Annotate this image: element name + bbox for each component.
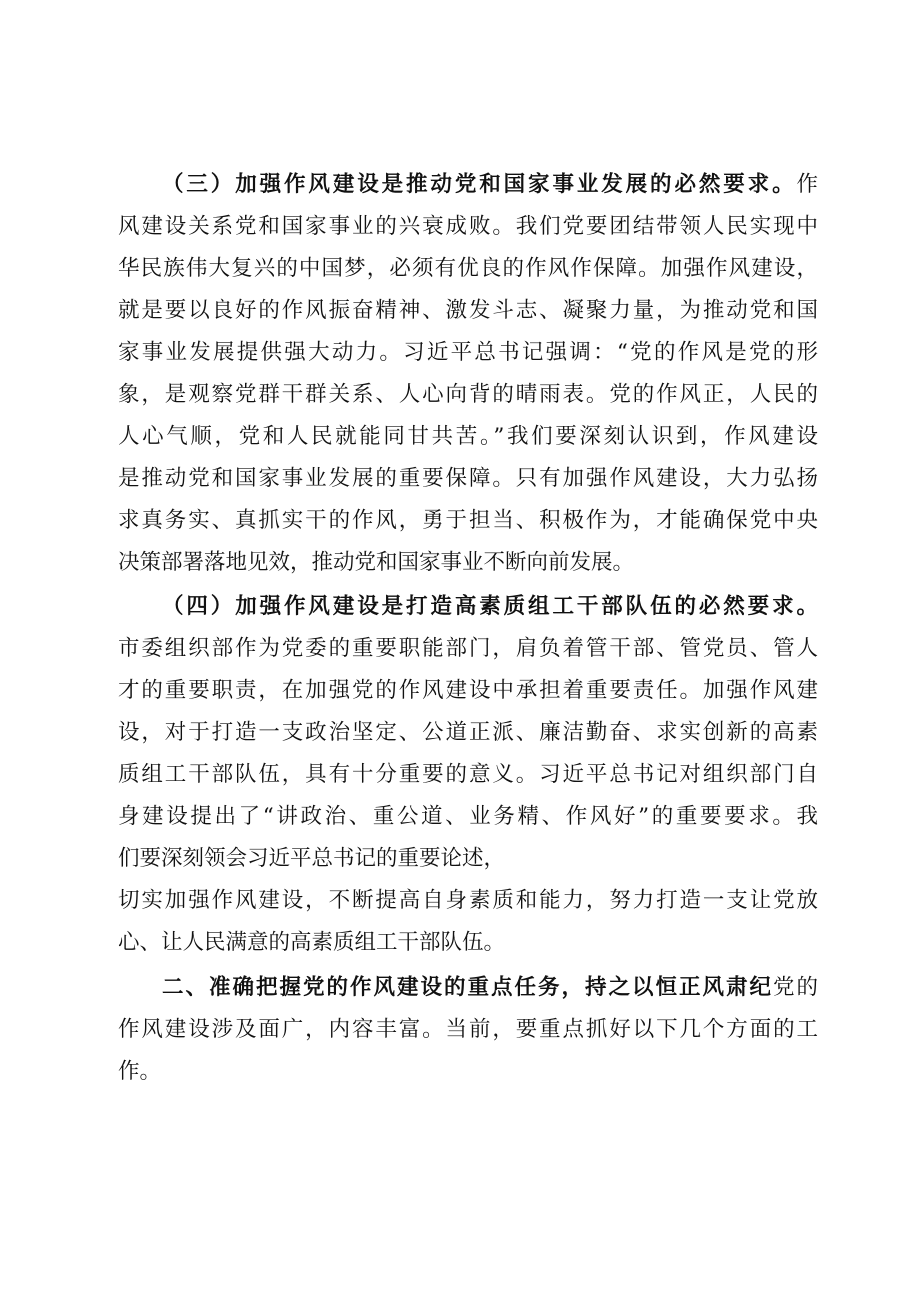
text-run: 作 [796, 172, 818, 197]
paragraph-4-line-7: 们要深刻领会习近平总书记的重要论述， [118, 846, 506, 871]
paragraph-3-line-2: 风建设关系党和国家事业的兴衰成败。我们党要团结带领人民实现中 [118, 214, 818, 239]
paragraph-3-line-7: 人心气顺，党和人民就能同甘共苦。”我们要深刻认识到，作风建设 [118, 424, 818, 449]
paragraph-4-line-5: 质组工干部队伍，具有十分重要的意义。习近平总书记对组织部门自 [118, 762, 818, 787]
paragraph-4-line-8: 切实加强作风建设，不断提高自身素质和能力，努力打造一支让党放 [118, 888, 818, 913]
paragraph-3-line-4: 就是要以良好的作风振奋精神、激发斗志、凝聚力量，为推动党和国 [118, 298, 818, 323]
paragraph-3-line-8: 是推动党和国家事业发展的重要保障。只有加强作风建设，大力弘扬 [118, 466, 818, 491]
paragraph-4-line-4: 设，对于打造一支政治坚定、公道正派、廉洁勤奋、求实创新的高素 [118, 720, 818, 745]
paragraph-4-line-1 [162, 592, 818, 622]
paragraph-4-line-2: 市委组织部作为党委的重要职能部门，肩负着管干部、管党员、管人 [118, 636, 818, 661]
paragraph-3-line-3: 华民族伟大复兴的中国梦，必须有优良的作风作保障。加强作风建设， [118, 256, 818, 281]
paragraph-4-line-9: 心、让人民满意的高素质组工干部队伍。 [118, 930, 506, 955]
section-heading-2: 二、准确把握党的作风建设的重点任务，持之以恒正风肃纪 [162, 975, 773, 1000]
section-2-line-2: 作风建设涉及面广，内容丰富。当前，要重点抓好以下几个方面的工 [118, 1017, 818, 1042]
section-2-line-1 [162, 973, 818, 1003]
paragraph-3-line-10: 决策部署落地见效，推动党和国家事业不断向前发展。 [118, 550, 635, 575]
paragraph-4-line-3: 才的重要职责，在加强党的作风建设中承担着重要责任。加强作风建 [118, 678, 818, 703]
section-heading-4: （四）加强作风建设是打造高素质组工干部队伍的必然要求。 [162, 594, 818, 619]
section-heading-3: （三）加强作风建设是推动党和国家事业发展的必然要求。 [162, 172, 797, 197]
paragraph-3-line-1 [162, 170, 818, 200]
section-2-line-3: 作。 [118, 1059, 162, 1084]
paragraph-3-line-5: 家事业发展提供强大动力。习近平总书记强调：“党的作风是党的形 [118, 340, 818, 365]
paragraph-3-line-6: 象，是观察党群干群关系、人心向背的晴雨表。党的作风正，人民的 [118, 382, 818, 407]
paragraph-4-line-6: 身建设提出了“讲政治、重公道、业务精、作风好”的重要要求。我 [118, 804, 818, 829]
text-run: 党的 [772, 975, 818, 1000]
paragraph-3-line-9: 求真务实、真抓实干的作风，勇于担当、积极作为，才能确保党中央 [118, 508, 818, 533]
